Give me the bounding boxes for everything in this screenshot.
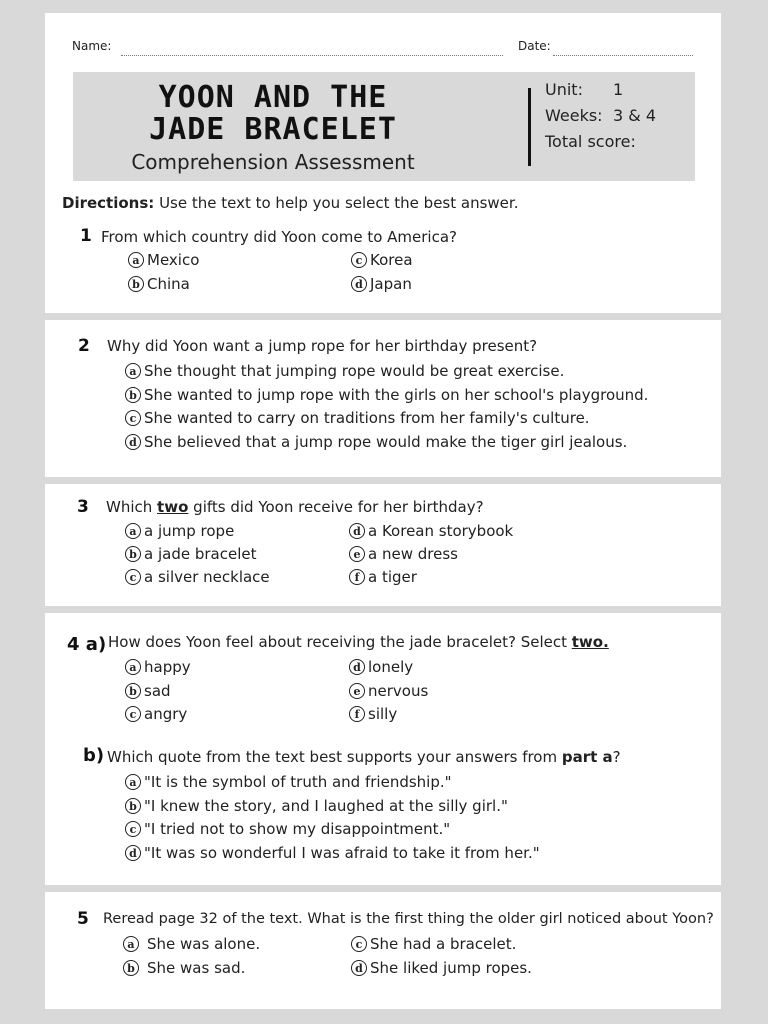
question-2-number: 2: [78, 336, 90, 356]
q1-option-a[interactable]: a Mexico: [128, 251, 199, 269]
name-field[interactable]: [121, 54, 503, 56]
q5-option-d[interactable]: d She liked jump ropes.: [351, 959, 532, 977]
choice-bubble-c: c: [125, 410, 141, 426]
choice-bubble-d: d: [349, 523, 365, 539]
question-3-text: Which two gifts did Yoon receive for her birthday?: [106, 498, 484, 516]
q3-option-b[interactable]: b a jade bracelet: [125, 545, 256, 563]
choice-bubble-d: d: [349, 659, 365, 675]
question-4a-text: How does Yoon feel about receiving the jade bracelet? Select two.: [108, 633, 609, 651]
choice-bubble-d: d: [125, 434, 141, 450]
choice-bubble-d: d: [351, 276, 367, 292]
q4a-option-c[interactable]: c angry: [125, 705, 187, 723]
question-3-panel: [45, 484, 721, 606]
q3-option-d[interactable]: d a Korean storybook: [349, 522, 513, 540]
choice-bubble-f: f: [349, 706, 365, 722]
q4b-option-a[interactable]: a "It is the symbol of truth and friendship.": [125, 773, 452, 791]
q3-option-f[interactable]: f a tiger: [349, 568, 417, 586]
title-line-2: JADE BRACELET: [149, 112, 397, 147]
emphasis-two: two.: [571, 633, 609, 651]
unit-value: 1: [613, 80, 624, 99]
total-score-label: Total score:: [545, 132, 636, 151]
emphasis-two: two: [157, 498, 189, 516]
choice-bubble-a: a: [128, 252, 144, 268]
unit-label: Unit:: [545, 80, 583, 99]
q4a-option-b[interactable]: b sad: [125, 682, 171, 700]
question-1-number: 1: [80, 226, 92, 246]
choice-bubble-a: a: [125, 774, 141, 790]
choice-bubble-b: b: [128, 276, 144, 292]
q4a-option-a[interactable]: a happy: [125, 658, 191, 676]
weeks-value: 3 & 4: [613, 106, 657, 125]
choice-bubble-a: a: [123, 936, 139, 952]
choice-bubble-e: e: [349, 683, 365, 699]
q4b-option-b[interactable]: b "I knew the story, and I laughed at the silly girl.": [125, 797, 508, 815]
choice-bubble-c: c: [351, 936, 367, 952]
choice-bubble-e: e: [349, 546, 365, 562]
q4a-option-d[interactable]: d lonely: [349, 658, 413, 676]
q5-option-b[interactable]: b She was sad.: [123, 959, 245, 977]
question-2-panel: [45, 320, 721, 477]
question-3-number: 3: [77, 497, 89, 517]
question-5-text: Reread page 32 of the text. What is the first thing the older girl noticed about Yoon?: [103, 911, 714, 927]
choice-bubble-d: d: [125, 845, 141, 861]
choice-bubble-c: c: [125, 706, 141, 722]
choice-bubble-f: f: [349, 569, 365, 585]
q2-option-a[interactable]: a She thought that jumping rope would be great exercise.: [125, 362, 564, 380]
header-panel: [45, 13, 721, 313]
q4a-option-e[interactable]: e nervous: [349, 682, 428, 700]
title-banner: [73, 72, 695, 181]
choice-bubble-a: a: [125, 523, 141, 539]
q5-option-c[interactable]: c She had a bracelet.: [351, 935, 516, 953]
title-line-1: YOON AND THE: [158, 80, 388, 115]
q3-option-a[interactable]: a a jump rope: [125, 522, 234, 540]
question-4-panel: [45, 613, 721, 885]
choice-bubble-b: b: [125, 546, 141, 562]
q2-option-c[interactable]: c She wanted to carry on traditions from her family's culture.: [125, 409, 590, 427]
date-field[interactable]: [553, 54, 693, 56]
emphasis-part-a: part a: [561, 748, 613, 766]
question-1-text: From which country did Yoon come to America?: [101, 228, 458, 246]
subtitle: Comprehension Assessment: [131, 150, 415, 174]
q1-option-c[interactable]: c Korea: [351, 251, 413, 269]
choice-bubble-c: c: [351, 252, 367, 268]
q3-option-e[interactable]: e a new dress: [349, 545, 458, 563]
question-5-panel: [45, 892, 721, 1009]
choice-bubble-b: b: [125, 798, 141, 814]
choice-bubble-a: a: [125, 363, 141, 379]
q1-option-d[interactable]: d Japan: [351, 275, 412, 293]
choice-bubble-c: c: [125, 821, 141, 837]
directions-label: Directions:: [62, 194, 155, 212]
weeks-label: Weeks:: [545, 106, 603, 125]
name-label: Name:: [72, 39, 112, 53]
q2-option-d[interactable]: d She believed that a jump rope would make the tiger girl jealous.: [125, 433, 627, 451]
date-label: Date:: [518, 39, 551, 53]
q4b-option-d[interactable]: d "It was so wonderful I was afraid to take it from her.": [125, 844, 540, 862]
question-2-text: Why did Yoon want a jump rope for her birthday present?: [107, 337, 538, 355]
q4a-option-f[interactable]: f silly: [349, 705, 397, 723]
choice-bubble-b: b: [123, 960, 139, 976]
q3-option-c[interactable]: c a silver necklace: [125, 568, 270, 586]
q2-option-b[interactable]: b She wanted to jump rope with the girls on her school's playground.: [125, 386, 648, 404]
q4b-option-c[interactable]: c "I tried not to show my disappointment.": [125, 820, 450, 838]
question-5-number: 5: [77, 909, 89, 929]
divider-bar: [528, 88, 531, 166]
q1-option-b[interactable]: b China: [128, 275, 190, 293]
question-4b-text: Which quote from the text best supports your answers from part a?: [107, 748, 621, 766]
directions-text: Use the text to help you select the best answer.: [159, 194, 519, 212]
choice-bubble-c: c: [125, 569, 141, 585]
choice-bubble-d: d: [351, 960, 367, 976]
choice-bubble-a: a: [125, 659, 141, 675]
q5-option-a[interactable]: a She was alone.: [123, 935, 260, 953]
choice-bubble-b: b: [125, 683, 141, 699]
question-4b-number: b): [83, 745, 105, 766]
directions: [62, 194, 518, 212]
choice-bubble-b: b: [125, 387, 141, 403]
question-4a-number: 4 a): [67, 634, 107, 655]
